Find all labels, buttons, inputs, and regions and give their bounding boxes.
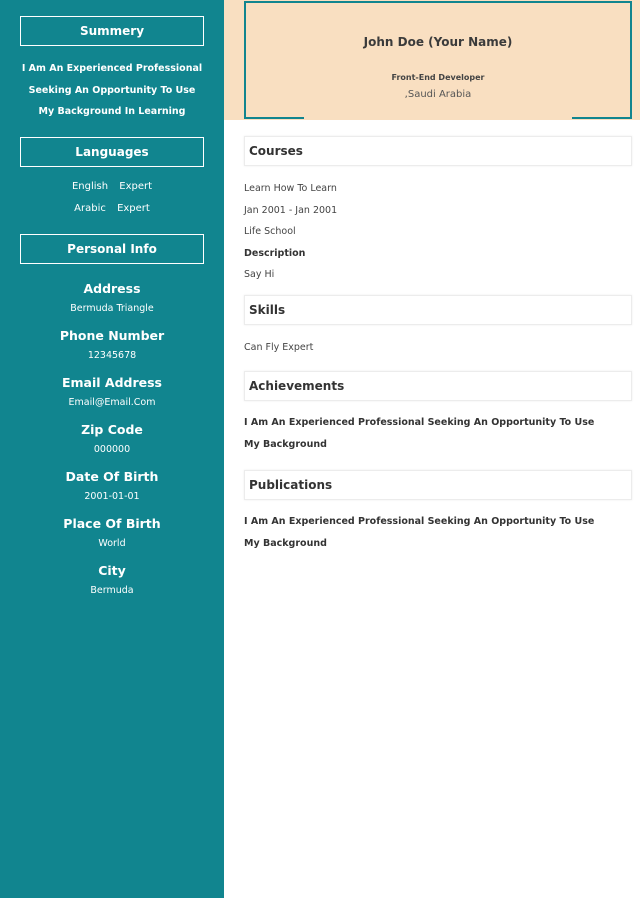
main-content <box>224 0 640 898</box>
language-name: Arabic <box>74 202 106 214</box>
phone-value: 12345678 <box>87 349 137 361</box>
zip-code-value: 000000 <box>93 443 131 455</box>
course-description-label: Description <box>244 247 306 259</box>
courses-heading: Courses <box>244 136 632 166</box>
header-card <box>244 1 632 119</box>
email-label: Email Address <box>61 374 162 390</box>
birth-place-value: World <box>98 537 126 549</box>
language-item <box>0 198 224 220</box>
header-border-right <box>572 117 632 119</box>
sidebar <box>0 0 224 898</box>
skill-item: Can Fly Expert <box>244 341 314 353</box>
city-value: Bermuda <box>90 584 134 596</box>
language-name: English <box>71 180 109 192</box>
birth-date-value: 2001-01-01 <box>84 490 140 502</box>
achievements-heading: Achievements <box>244 371 632 401</box>
summary-text: I Am An Experienced Professional Seeking An Opportunity To Use My Background In Learning <box>21 63 203 117</box>
personal-info-heading: Personal Info <box>20 234 204 264</box>
zip-code-label: Zip Code <box>81 421 143 437</box>
header-border-left <box>244 117 304 119</box>
language-level: Expert <box>119 180 153 192</box>
birth-date-label: Date Of Birth <box>65 468 159 484</box>
publications-text: I Am An Experienced Professional Seeking An Opportunity To Use My Background <box>244 516 595 549</box>
birth-place-label: Place Of Birth <box>63 515 161 531</box>
email-value: Email@Email.Com <box>68 396 156 408</box>
achievements-text: I Am An Experienced Professional Seeking An Opportunity To Use My Background <box>244 417 595 450</box>
language-level: Expert <box>117 202 150 214</box>
summary-heading: Summery <box>20 16 204 46</box>
course-title: Learn How To Learn <box>244 183 337 194</box>
phone-label: Phone Number <box>59 327 165 343</box>
address-label: Address <box>83 280 141 296</box>
publications-heading: Publications <box>244 470 632 500</box>
language-item <box>0 176 224 198</box>
resume-header <box>224 0 640 120</box>
languages-heading: Languages <box>20 137 204 167</box>
skills-section <box>244 325 640 359</box>
address-value: Bermuda Triangle <box>70 302 154 314</box>
courses-section <box>244 166 640 286</box>
personal-info-list <box>0 264 224 600</box>
full-name: John Doe (Your Name) <box>363 35 513 49</box>
course-description: Say Hi <box>244 269 275 280</box>
city-label: City <box>98 562 126 578</box>
location: ,Saudi Arabia <box>404 89 472 100</box>
job-title: Front-End Developer <box>391 73 485 82</box>
skills-heading: Skills <box>244 295 632 325</box>
languages-list <box>0 167 224 234</box>
course-dates: Jan 2001 - Jan 2001 <box>244 204 338 216</box>
course-school: Life School <box>244 226 296 237</box>
